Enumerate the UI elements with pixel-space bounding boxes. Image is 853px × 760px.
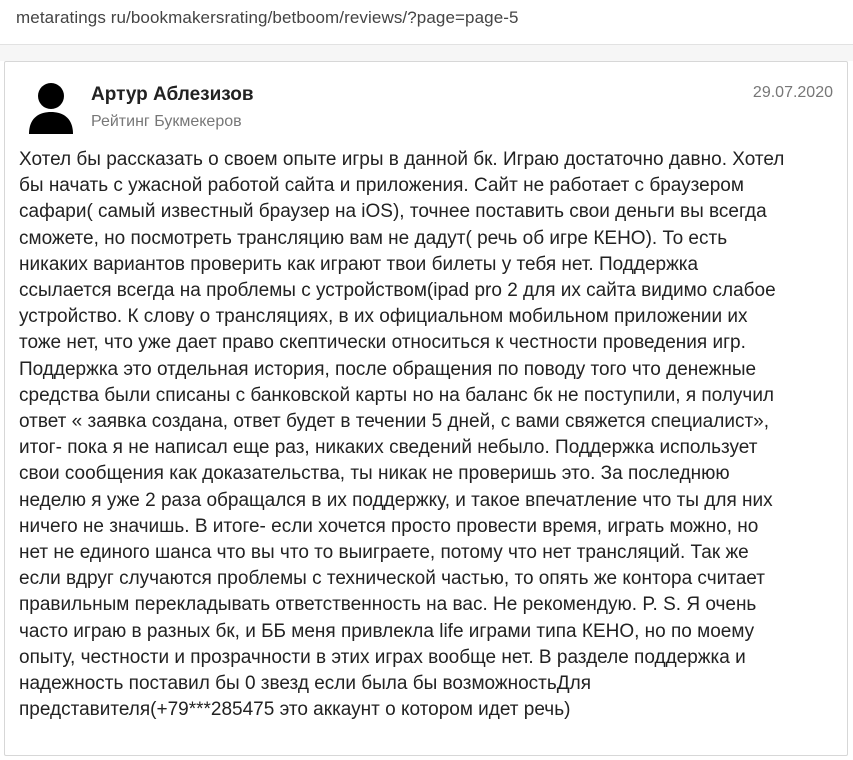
review-line: нет не единого шанса что вы что то выиграете, потому что нет трансляций. Так же	[19, 542, 749, 564]
review-line: никаких вариантов проверить как играют твои билеты у тебя нет. Поддержка	[19, 253, 699, 275]
review-line: бы начать с ужасной работой сайта и приложения. Сайт не работает с браузером	[19, 175, 744, 197]
review-line: Хотел бы рассказать о своем опыте игры в данной бк. Играю достаточно давно. Хотел	[19, 149, 785, 170]
review-line: ссылается всегда на проблемы с устройством(ipad pro 2 для их сайта видимо слабое	[19, 280, 776, 302]
review-line: опыту, честности и прозрачности в этих играх вообще нет. В разделе поддержка и	[19, 646, 746, 668]
address-bar[interactable]	[0, 0, 853, 45]
review-line: сможете, но посмотреть трансляцию вам не дадут( речь об игре КЕНО). То есть	[19, 227, 728, 249]
review-line: тоже нет, что уже дает право скептически относиться к честности проведения игр.	[19, 332, 746, 354]
review-line: правильным перекладывать ответственность на вас. Не рекомендую. P. S. Я очень	[19, 594, 757, 616]
review-line: представителя(+79***285475 это аккаунт о котором идет речь)	[19, 699, 571, 721]
page-gap	[0, 45, 853, 61]
review-line: неделю я уже 2 раза обращался в их поддержку, и такое впечатление что ты для них	[19, 489, 773, 511]
review-date: 29.07.2020	[752, 84, 833, 101]
review-line: ничего не значишь. В итоге- если хочется просто провести время, играть можно, но	[19, 515, 759, 537]
review-line: надежность поставил бы 0 звезд если была бы возможностьДля	[19, 673, 592, 695]
page-url[interactable]: metaratings ru/bookmakersrating/betboom/reviews/?page=page-5	[16, 8, 519, 27]
review-line: устройство. К слову о трансляциях, в их официальном мобильном приложении их	[19, 306, 748, 328]
user-avatar-icon	[27, 82, 75, 136]
review-line: свои сообщения как доказательства, ты никак не проверишь это. За последнюю	[19, 463, 730, 485]
review-line: ответ « заявка создана, ответ будет в течении 5 дней, с вами свяжется специалист»,	[19, 411, 769, 433]
review-line: если вдруг случаются проблемы с технической частью, то опять же контора считает	[19, 568, 765, 590]
review-body	[19, 147, 839, 723]
review-author[interactable]: Артур Аблезизов	[91, 84, 254, 105]
review-line: часто играю в разных бк, и ББ меня привлекла life играми типа КЕНО, но по моему	[19, 620, 755, 642]
review-line: сафари( самый известный браузер на iOS), точнее поставить свои деньги вы всегда	[19, 201, 767, 223]
review-card	[4, 61, 848, 756]
review-source: Рейтинг Букмекеров	[91, 113, 242, 130]
review-line: итог- пока я не написал еще раз, никаких сведений небыло. Поддержка использует	[19, 437, 758, 459]
user-silhouette-icon	[27, 82, 75, 136]
review-line: средства были списаны с банковской карты но на баланс бк не поступили, я получил	[19, 384, 775, 406]
review-line: Поддержка это отдельная история, после обращения по поводу того что денежные	[19, 358, 757, 380]
